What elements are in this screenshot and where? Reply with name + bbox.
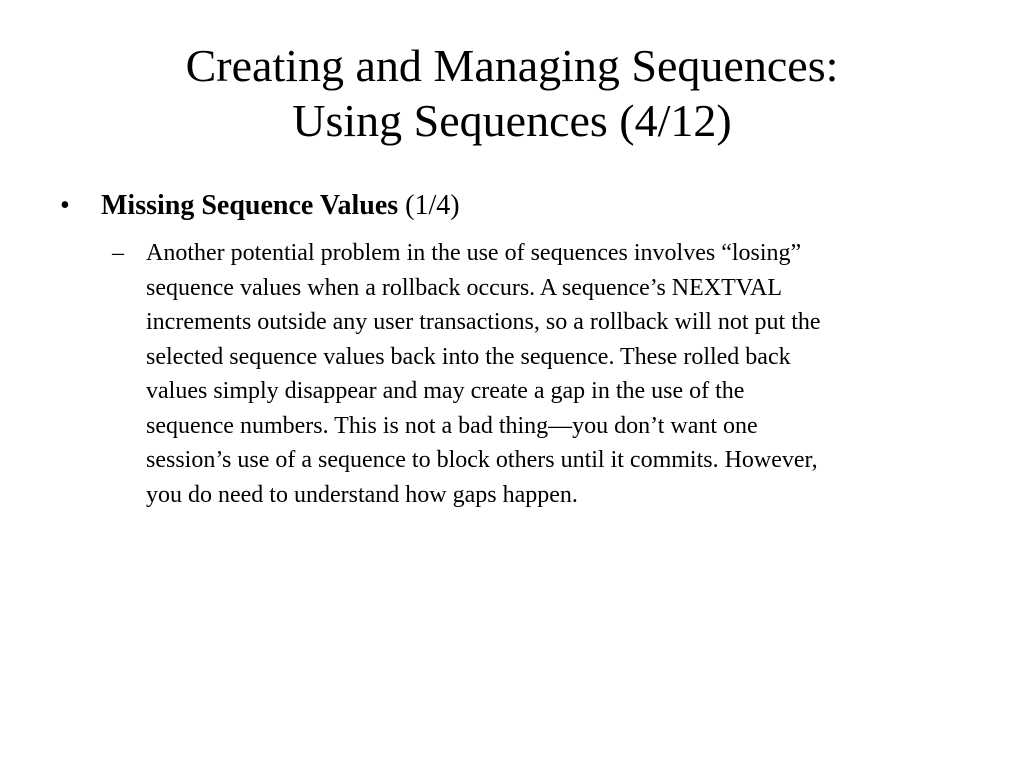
title-line-2: Using Sequences (4/12) — [292, 95, 732, 146]
slide-title — [0, 38, 1024, 148]
paragraph-line: you do need to understand how gaps happen. — [146, 481, 578, 508]
sub-bullet-marker: – — [112, 240, 124, 266]
paragraph-line: sequence numbers. This is not a bad thing—you don’t want one — [146, 412, 758, 439]
paragraph-line: session’s use of a sequence to block others until it commits. However, — [146, 447, 818, 473]
bullet-heading — [101, 188, 460, 224]
title-line-1: Creating and Managing Sequences: — [185, 40, 839, 91]
paragraph-line: selected sequence values back into the sequence. These rolled back — [146, 343, 791, 370]
paragraph-line: values simply disappear and may create a gap in the use of the — [146, 378, 745, 404]
bullet-heading-bold: Missing Sequence Values — [101, 190, 399, 221]
paragraph-line: sequence values when a rollback occurs. A sequence’s NEXTVAL — [146, 274, 783, 301]
bullet-marker: • — [60, 190, 70, 221]
sub-bullet-text — [146, 236, 952, 512]
paragraph-line: increments outside any user transactions, so a rollback will not put the — [146, 309, 821, 335]
paragraph-line: Another potential problem in the use of sequences involves “losing” — [146, 240, 802, 266]
bullet-heading-suffix: (1/4) — [398, 190, 460, 221]
